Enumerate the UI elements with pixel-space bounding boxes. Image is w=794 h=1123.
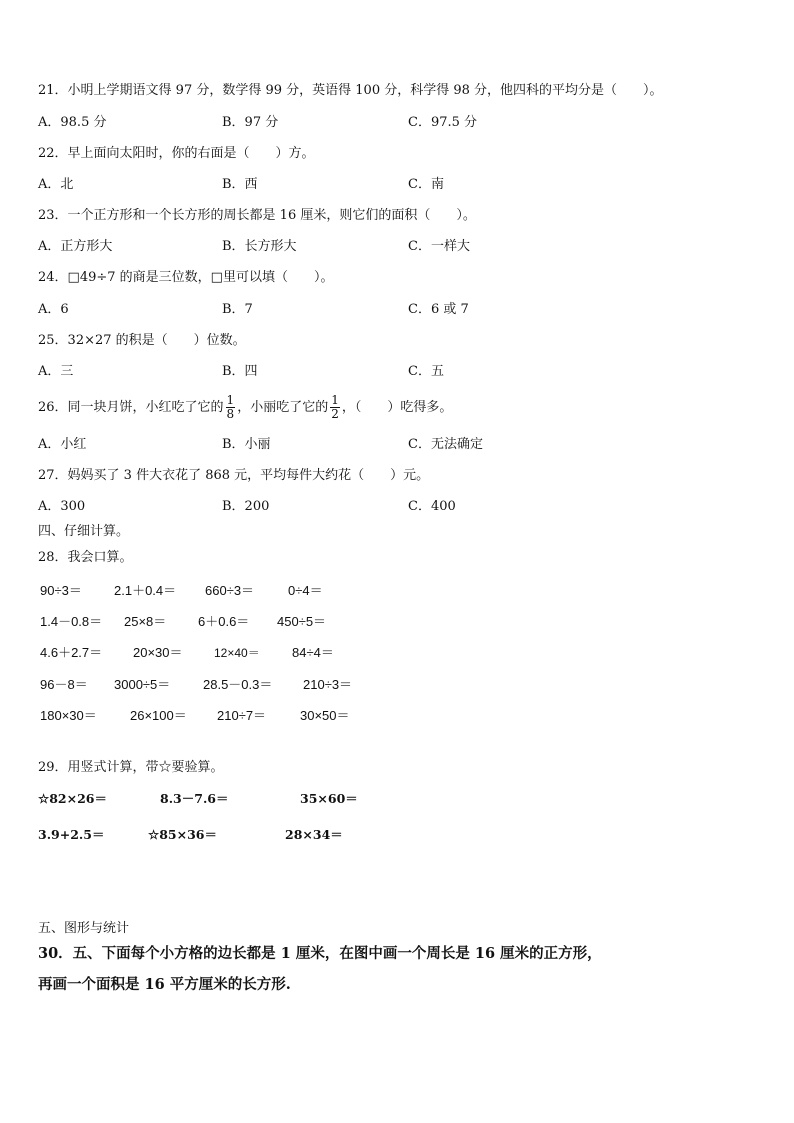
- q24-option-b: B．7: [222, 302, 253, 317]
- vertical-calc: 3.9+2.5＝: [38, 827, 105, 842]
- oral-calc: 450÷5＝: [277, 614, 327, 629]
- question-27: 27．妈妈买了 3 件大衣花了 868 元，平均每件大约花（ ）元。: [38, 468, 430, 483]
- q27-option-c: C．400: [408, 499, 456, 514]
- fraction-denominator: 8: [226, 407, 235, 421]
- vertical-calc: ☆85×36＝: [148, 827, 217, 842]
- q21-option-c: C．97.5 分: [408, 115, 478, 130]
- question-29-title: 29．用竖式计算，带☆要验算。: [38, 760, 224, 775]
- q27-option-a: A．300: [38, 499, 86, 514]
- question-30-line-1: 30．五、下面每个小方格的边长都是 1 厘米，在图中画一个周长是 16 厘米的正方形，: [38, 945, 602, 962]
- q26-text-b: ，小丽吃了它的: [237, 400, 329, 415]
- oral-calc: 6＋0.6＝: [198, 614, 250, 629]
- q23-option-c: C．一样大: [408, 239, 470, 254]
- vertical-calc: 28×34＝: [285, 827, 343, 842]
- question-24: 24．□49÷7 的商是三位数，□里可以填（ ）。: [38, 270, 334, 285]
- q25-option-c: C．五: [408, 364, 444, 379]
- oral-calc: 3000÷5＝: [114, 677, 171, 692]
- q26-option-a: A．小红: [38, 437, 87, 452]
- q24-option-a: A．6: [38, 302, 69, 317]
- oral-calc: 30×50＝: [300, 708, 350, 723]
- fraction-numerator: 1: [331, 393, 339, 407]
- oral-calc: 25×8＝: [124, 614, 167, 629]
- q25-option-a: A．三: [38, 364, 74, 379]
- oral-calc: 210÷7＝: [217, 708, 267, 723]
- question-21: 21．小明上学期语文得 97 分，数学得 99 分，英语得 100 分，科学得 98 分，他四科的平均分是（ ）。: [38, 83, 663, 98]
- q23-option-a: A．正方形大: [38, 239, 113, 254]
- q22-option-a: A．北: [38, 177, 74, 192]
- question-26: [38, 393, 452, 423]
- section-5-title: 五、图形与统计: [38, 921, 130, 936]
- fraction-one-eighth: [226, 394, 236, 421]
- oral-calc: 96－8＝: [40, 677, 88, 692]
- q26-text-c: ，（ ）吃得多。: [341, 400, 453, 415]
- question-23: 23．一个正方形和一个长方形的周长都是 16 厘米，则它们的面积（ ）。: [38, 208, 476, 223]
- oral-calc: 4.6＋2.7＝: [40, 645, 103, 660]
- fraction-numerator: 1: [226, 393, 235, 407]
- oral-calc: 660÷3＝: [205, 583, 255, 598]
- oral-calc: 90÷3＝: [40, 583, 82, 598]
- oral-calc: 26×100＝: [130, 708, 187, 723]
- q26-text-a: 26．同一块月饼，小红吃了它的: [38, 400, 224, 415]
- section-4-title: 四、仔细计算。: [38, 524, 130, 539]
- oral-calc: 28.5－0.3＝: [203, 677, 273, 692]
- question-22: 22．早上面向太阳时，你的右面是（ ）方。: [38, 146, 315, 161]
- vertical-calc: 35×60＝: [300, 791, 358, 806]
- q23-option-b: B．长方形大: [222, 239, 297, 254]
- q22-option-c: C．南: [408, 177, 444, 192]
- fraction-denominator: 2: [331, 407, 339, 421]
- vertical-calc: ☆82×26＝: [38, 791, 107, 806]
- oral-calc: 2.1＋0.4＝: [114, 583, 177, 598]
- q21-option-b: B．97 分: [222, 115, 279, 130]
- oral-calc: 12×40＝: [214, 646, 260, 660]
- q22-option-b: B．西: [222, 177, 258, 192]
- q26-option-c: C．无法确定: [408, 437, 483, 452]
- q25-option-b: B．四: [222, 364, 258, 379]
- oral-calc: 84÷4＝: [292, 645, 334, 660]
- vertical-calc: 8.3－7.6＝: [160, 791, 229, 806]
- oral-calc: 0÷4＝: [288, 583, 323, 598]
- fraction-one-half: [330, 394, 340, 421]
- oral-calc: 210÷3＝: [303, 677, 353, 692]
- oral-calc: 180×30＝: [40, 708, 97, 723]
- q27-option-b: B．200: [222, 499, 270, 514]
- oral-calc: 20×30＝: [133, 645, 183, 660]
- question-30-line-2: 再画一个面积是 16 平方厘米的长方形.: [38, 976, 291, 993]
- q26-option-b: B．小丽: [222, 437, 271, 452]
- q21-option-a: A．98.5 分: [38, 115, 107, 130]
- oral-calc: 1.4－0.8＝: [40, 614, 103, 629]
- question-25: 25．32×27 的积是（ ）位数。: [38, 333, 246, 348]
- question-28-title: 28．我会口算。: [38, 550, 133, 565]
- q24-option-c: C．6 或 7: [408, 302, 469, 317]
